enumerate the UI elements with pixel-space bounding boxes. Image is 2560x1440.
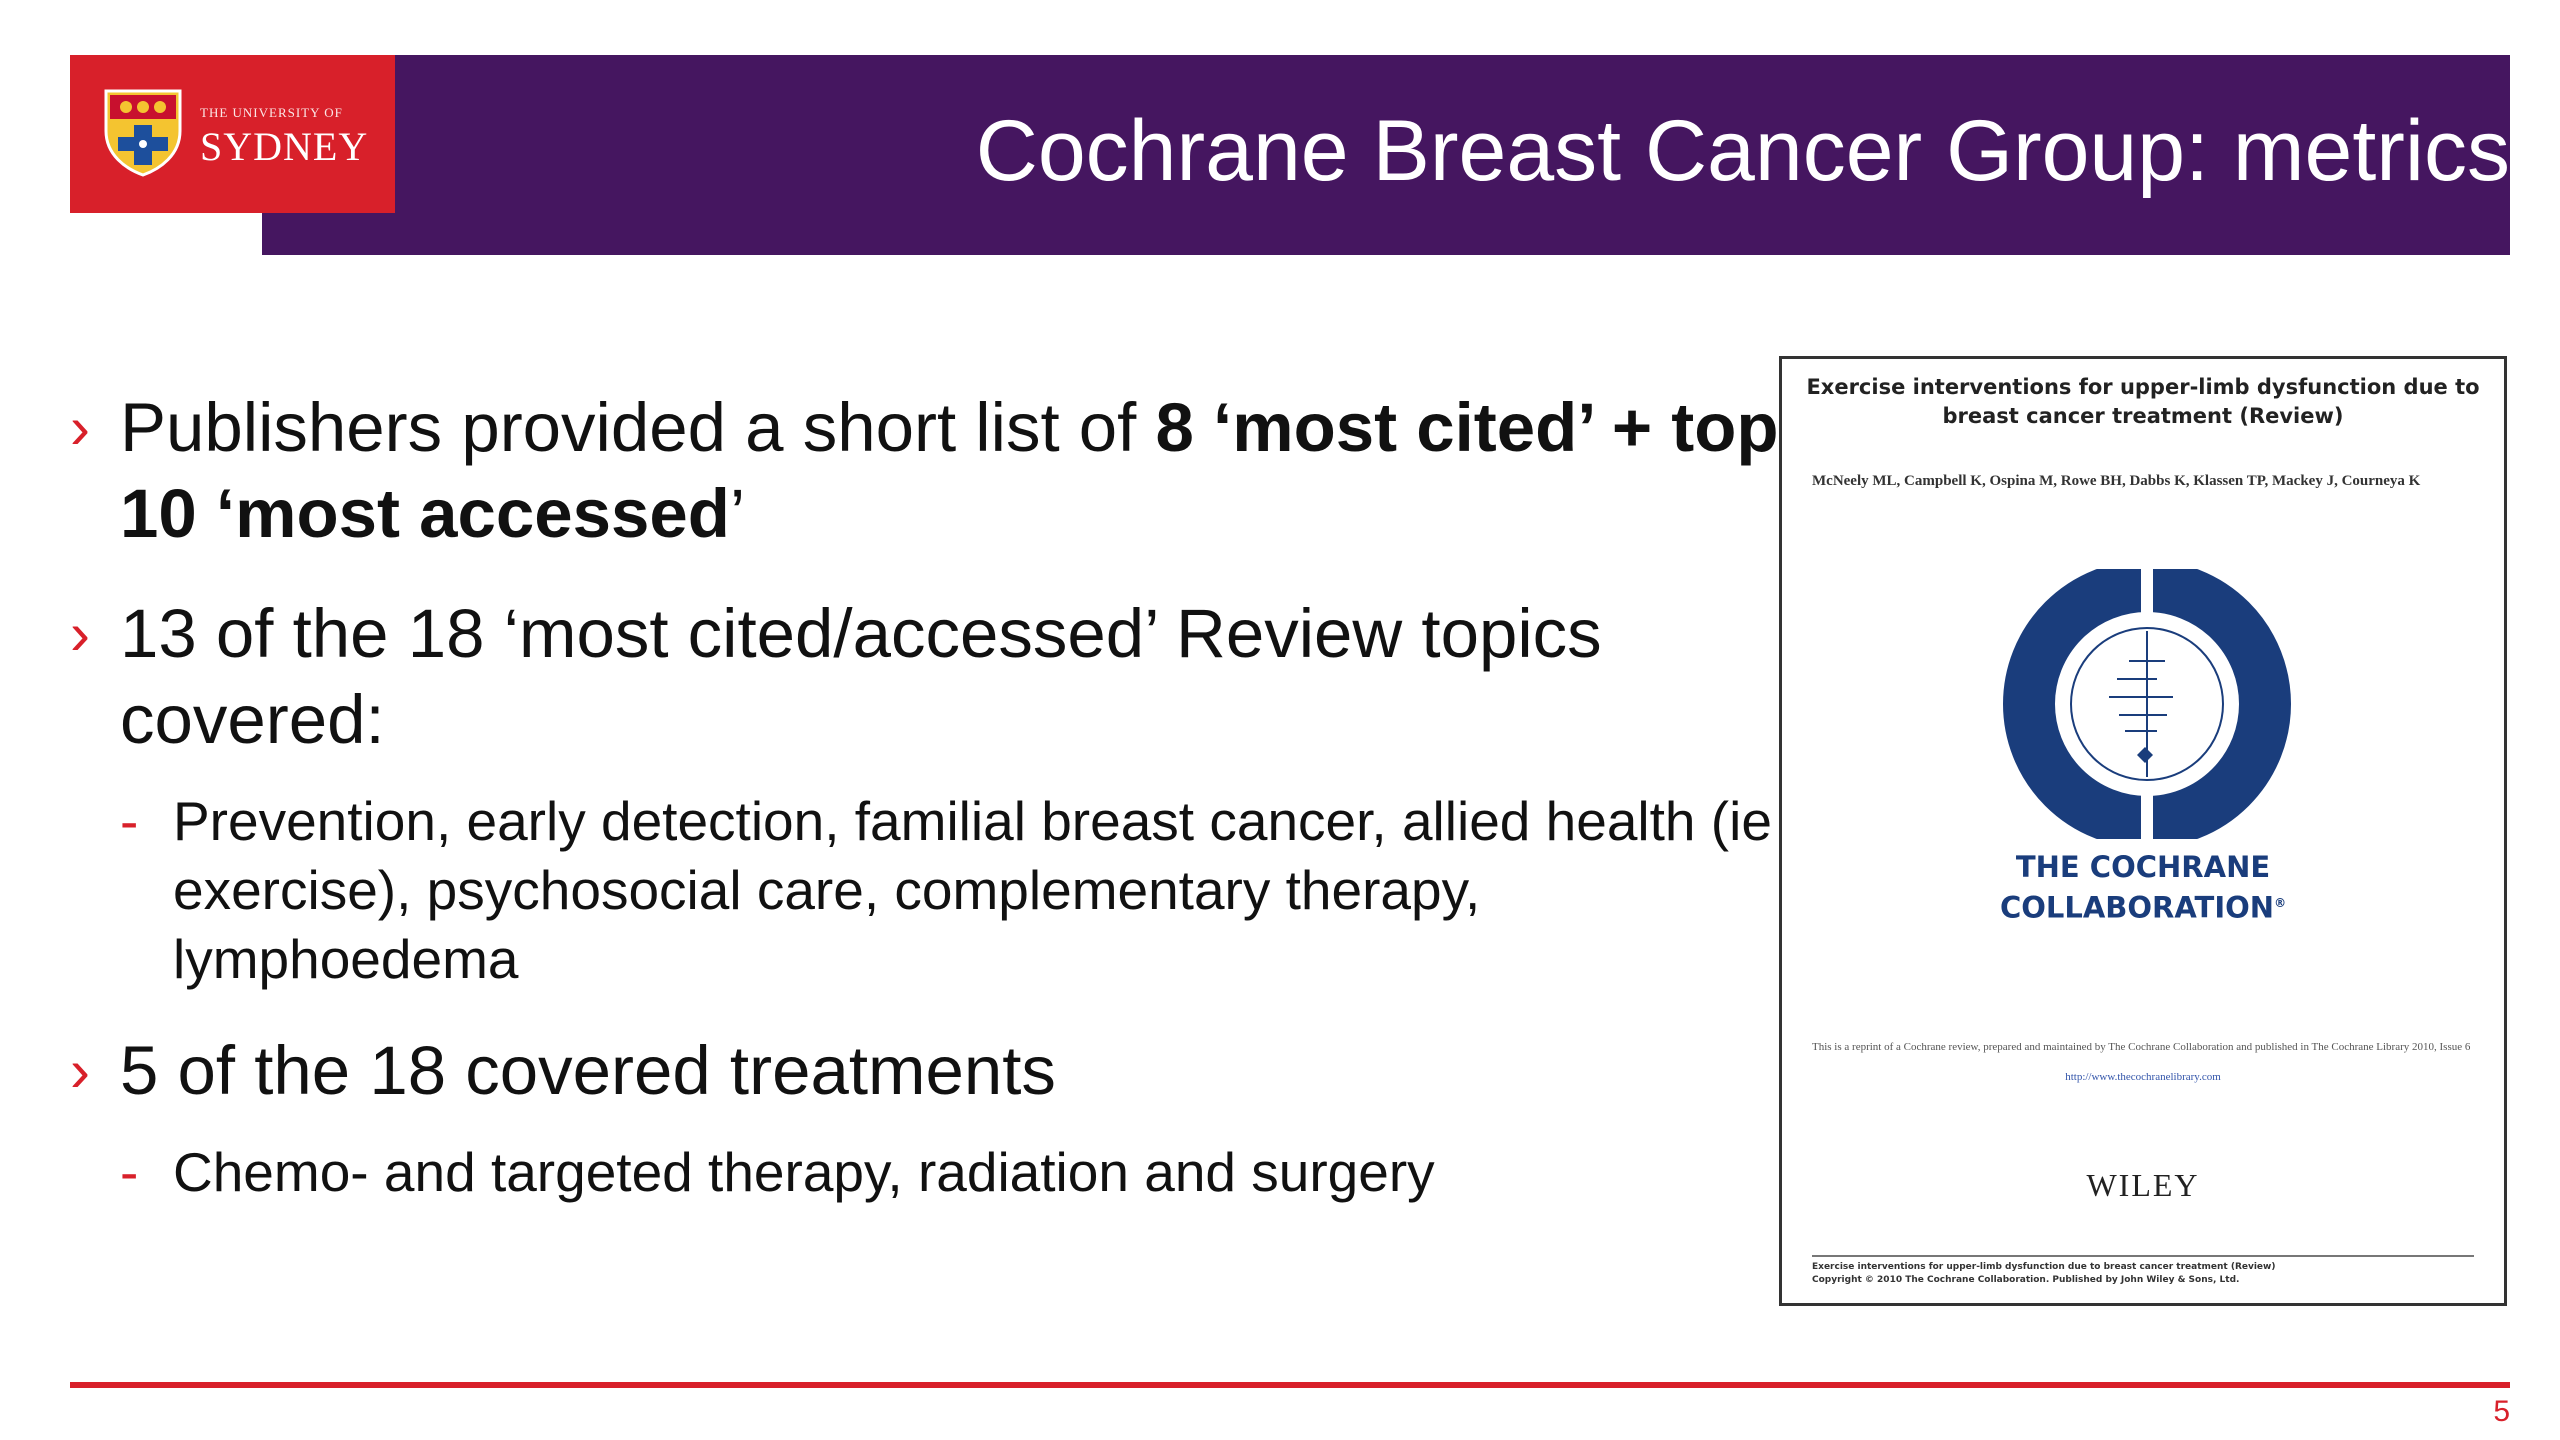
registered-mark: ® xyxy=(2274,896,2287,910)
cochrane-logo-icon xyxy=(1997,569,2297,839)
review-footer-line1: Exercise interventions for upper-limb dysfunction due to breast cancer treatment (Review) xyxy=(1812,1262,2276,1272)
review-footer-line2: Copyright © 2010 The Cochrane Collaboration. Published by John Wiley & Sons, Ltd. xyxy=(1812,1275,2240,1285)
sub-bullet-3 xyxy=(70,1138,1780,1207)
page-number: 5 xyxy=(2493,1395,2510,1428)
bullet-2-text: 13 of the 18 ‘most cited/accessed’ Review topics covered: xyxy=(120,595,1602,758)
crest-icon xyxy=(102,85,184,177)
review-link: http://www.thecochranelibrary.com xyxy=(2065,1071,2221,1083)
cochrane-name xyxy=(1782,849,2504,926)
wiley-logo: WILEY xyxy=(2086,1167,2200,1203)
bullet-3 xyxy=(70,1028,1780,1114)
sub-bullet-3-text: Chemo- and targeted therapy, radiation and surgery xyxy=(173,1141,1435,1203)
sub-bullet-dash: - xyxy=(120,1141,139,1203)
bullet-1 xyxy=(70,385,1780,557)
bullet-marker: › xyxy=(70,600,90,667)
review-authors: McNeely ML, Campbell K, Ospina M, Rowe BH, Dabbs K, Klassen TP, Mackey J, Courneya K xyxy=(1812,473,2421,489)
page-title: Cochrane Breast Cancer Group: metrics xyxy=(975,103,2510,199)
bullet-marker: › xyxy=(70,1037,90,1104)
bullet-1-bold: 8 ‘most cited’ + top 10 ‘most accessed xyxy=(120,389,1779,552)
sub-bullet-2 xyxy=(70,787,1780,994)
review-divider xyxy=(1812,1255,2474,1257)
review-title: Exercise interventions for upper-limb dysfunction due to breast cancer treatment (Review) xyxy=(1806,375,2480,428)
slide-content xyxy=(70,385,1780,1241)
university-logo xyxy=(70,55,395,213)
footer-divider xyxy=(70,1382,2510,1388)
review-footer xyxy=(1812,1261,2484,1287)
bullet-1-end: ’ xyxy=(729,475,746,552)
logo-small-text: THE UNIVERSITY OF xyxy=(200,105,343,120)
cochrane-name-line1: THE COCHRANE xyxy=(2015,850,2271,884)
sub-bullet-dash: - xyxy=(120,790,139,852)
cochrane-name-line2: COLLABORATION xyxy=(1999,890,2275,925)
review-reprint-note: This is a reprint of a Cochrane review, prepared and maintained by The Cochrane Collaboration and published in The Cochrane Library 2010, Issue 6 xyxy=(1812,1041,2471,1053)
sub-bullet-2-text: Prevention, early detection, familial breast cancer, allied health (ie exercise), psychosocial care, complementary therapy, lymphoedema xyxy=(173,790,1772,990)
logo-big-text: SYDNEY xyxy=(200,124,369,169)
bullet-3-text: 5 of the 18 covered treatments xyxy=(120,1032,1056,1109)
bullet-marker: › xyxy=(70,394,90,461)
bullet-1-text: Publishers provided a short list of xyxy=(120,389,1156,466)
review-cover-image xyxy=(1779,356,2507,1306)
bullet-2 xyxy=(70,591,1780,763)
